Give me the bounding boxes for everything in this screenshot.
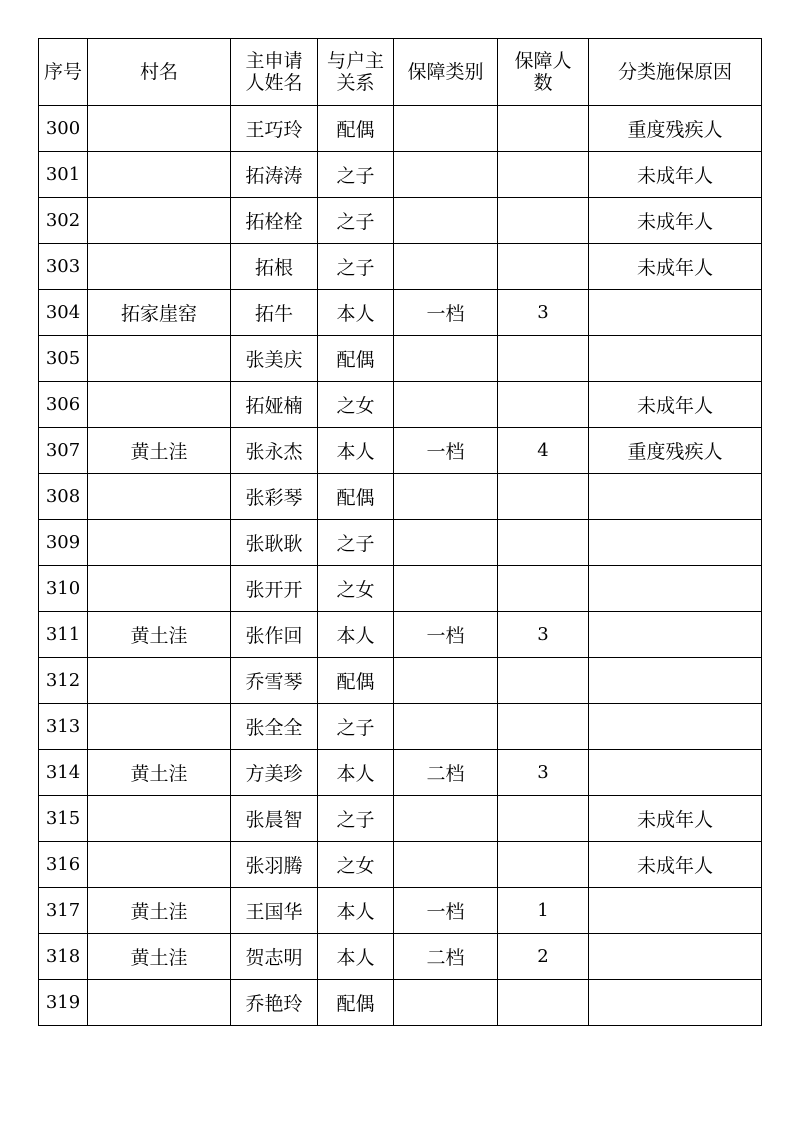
cell-type [394, 796, 498, 842]
cell-name: 张开开 [231, 566, 318, 612]
table-row [39, 796, 762, 842]
cell-count [498, 198, 589, 244]
cell-type [394, 566, 498, 612]
cell-reason: 重度残疾人 [589, 428, 762, 474]
cell-reason [589, 934, 762, 980]
header-name: 主申请人姓名 [231, 39, 318, 106]
cell-reason [589, 704, 762, 750]
cell-village: 黄土洼 [88, 428, 231, 474]
table-row [39, 290, 762, 336]
cell-type: 一档 [394, 290, 498, 336]
cell-relation: 本人 [318, 750, 394, 796]
cell-reason: 未成年人 [589, 382, 762, 428]
header-count: 保障人数 [498, 39, 589, 106]
header-row [39, 39, 762, 106]
cell-relation: 配偶 [318, 336, 394, 382]
cell-name: 张耿耿 [231, 520, 318, 566]
cell-name: 张美庆 [231, 336, 318, 382]
header-relation: 与户主关系 [318, 39, 394, 106]
cell-relation: 配偶 [318, 106, 394, 152]
cell-village: 黄土洼 [88, 888, 231, 934]
cell-relation: 配偶 [318, 980, 394, 1026]
table-row [39, 520, 762, 566]
cell-relation: 之子 [318, 520, 394, 566]
cell-name: 张全全 [231, 704, 318, 750]
cell-type [394, 704, 498, 750]
cell-seq: 316 [39, 842, 88, 888]
cell-seq: 301 [39, 152, 88, 198]
cell-name: 拓栓栓 [231, 198, 318, 244]
cell-count [498, 474, 589, 520]
beneficiary-table [38, 38, 762, 1026]
cell-reason [589, 290, 762, 336]
cell-relation: 之女 [318, 382, 394, 428]
cell-type [394, 244, 498, 290]
cell-count: 3 [498, 750, 589, 796]
cell-seq: 315 [39, 796, 88, 842]
cell-relation: 配偶 [318, 474, 394, 520]
cell-count [498, 566, 589, 612]
cell-seq: 307 [39, 428, 88, 474]
cell-name: 张晨智 [231, 796, 318, 842]
cell-type [394, 980, 498, 1026]
cell-count [498, 336, 589, 382]
header-village: 村名 [88, 39, 231, 106]
cell-type: 二档 [394, 934, 498, 980]
cell-type [394, 842, 498, 888]
cell-relation: 本人 [318, 934, 394, 980]
table-row [39, 428, 762, 474]
cell-seq: 306 [39, 382, 88, 428]
cell-count: 1 [498, 888, 589, 934]
table-row [39, 658, 762, 704]
cell-village [88, 336, 231, 382]
cell-relation: 本人 [318, 290, 394, 336]
cell-name: 方美珍 [231, 750, 318, 796]
cell-name: 张作回 [231, 612, 318, 658]
cell-reason [589, 520, 762, 566]
cell-village [88, 244, 231, 290]
cell-reason: 未成年人 [589, 842, 762, 888]
cell-reason [589, 612, 762, 658]
cell-village: 黄土洼 [88, 750, 231, 796]
cell-count [498, 704, 589, 750]
cell-village: 拓家崖窑 [88, 290, 231, 336]
cell-relation: 之子 [318, 244, 394, 290]
cell-type [394, 658, 498, 704]
cell-count: 3 [498, 612, 589, 658]
cell-seq: 318 [39, 934, 88, 980]
cell-count: 3 [498, 290, 589, 336]
table-row [39, 612, 762, 658]
cell-name: 张永杰 [231, 428, 318, 474]
cell-name: 贺志明 [231, 934, 318, 980]
cell-count: 2 [498, 934, 589, 980]
cell-type [394, 520, 498, 566]
cell-village [88, 980, 231, 1026]
cell-type: 一档 [394, 888, 498, 934]
cell-reason: 未成年人 [589, 244, 762, 290]
cell-seq: 313 [39, 704, 88, 750]
cell-type: 一档 [394, 612, 498, 658]
header-reason: 分类施保原因 [589, 39, 762, 106]
header-seq: 序号 [39, 39, 88, 106]
cell-relation: 本人 [318, 612, 394, 658]
table-row [39, 842, 762, 888]
cell-reason [589, 888, 762, 934]
cell-reason [589, 474, 762, 520]
cell-type: 二档 [394, 750, 498, 796]
table-row [39, 566, 762, 612]
cell-seq: 300 [39, 106, 88, 152]
cell-village [88, 152, 231, 198]
cell-relation: 之子 [318, 796, 394, 842]
cell-reason [589, 658, 762, 704]
cell-seq: 317 [39, 888, 88, 934]
cell-village [88, 704, 231, 750]
cell-village [88, 520, 231, 566]
cell-type [394, 382, 498, 428]
cell-count [498, 658, 589, 704]
cell-seq: 311 [39, 612, 88, 658]
cell-count [498, 152, 589, 198]
table-row [39, 750, 762, 796]
cell-count [498, 796, 589, 842]
cell-type: 一档 [394, 428, 498, 474]
table-row [39, 198, 762, 244]
cell-name: 乔艳玲 [231, 980, 318, 1026]
cell-seq: 312 [39, 658, 88, 704]
table-row [39, 934, 762, 980]
table-row [39, 704, 762, 750]
cell-type [394, 474, 498, 520]
cell-relation: 配偶 [318, 658, 394, 704]
cell-count [498, 106, 589, 152]
cell-village: 黄土洼 [88, 934, 231, 980]
cell-relation: 之女 [318, 842, 394, 888]
cell-village [88, 658, 231, 704]
cell-count [498, 842, 589, 888]
cell-reason: 未成年人 [589, 796, 762, 842]
table-row [39, 980, 762, 1026]
cell-seq: 305 [39, 336, 88, 382]
cell-type [394, 198, 498, 244]
cell-name: 张彩琴 [231, 474, 318, 520]
cell-relation: 之子 [318, 152, 394, 198]
header-type: 保障类别 [394, 39, 498, 106]
cell-name: 拓娅楠 [231, 382, 318, 428]
cell-seq: 314 [39, 750, 88, 796]
table-row [39, 474, 762, 520]
cell-count [498, 520, 589, 566]
cell-reason [589, 566, 762, 612]
cell-village [88, 842, 231, 888]
cell-name: 拓涛涛 [231, 152, 318, 198]
cell-name: 乔雪琴 [231, 658, 318, 704]
table-body [39, 106, 762, 1026]
cell-name: 王巧玲 [231, 106, 318, 152]
cell-relation: 之子 [318, 198, 394, 244]
cell-village: 黄土洼 [88, 612, 231, 658]
cell-name: 王国华 [231, 888, 318, 934]
cell-reason: 重度残疾人 [589, 106, 762, 152]
cell-reason: 未成年人 [589, 152, 762, 198]
table-row [39, 244, 762, 290]
cell-name: 张羽腾 [231, 842, 318, 888]
cell-type [394, 106, 498, 152]
cell-seq: 309 [39, 520, 88, 566]
cell-seq: 303 [39, 244, 88, 290]
cell-count [498, 244, 589, 290]
cell-type [394, 336, 498, 382]
table-row [39, 382, 762, 428]
cell-count: 4 [498, 428, 589, 474]
cell-reason [589, 980, 762, 1026]
cell-seq: 302 [39, 198, 88, 244]
cell-relation: 本人 [318, 888, 394, 934]
cell-village [88, 474, 231, 520]
cell-relation: 本人 [318, 428, 394, 474]
cell-reason: 未成年人 [589, 198, 762, 244]
cell-village [88, 382, 231, 428]
table-header [39, 39, 762, 106]
table-row [39, 336, 762, 382]
table-row [39, 888, 762, 934]
cell-village [88, 106, 231, 152]
cell-relation: 之女 [318, 566, 394, 612]
cell-seq: 304 [39, 290, 88, 336]
cell-village [88, 198, 231, 244]
cell-seq: 308 [39, 474, 88, 520]
table-row [39, 106, 762, 152]
cell-reason [589, 750, 762, 796]
cell-count [498, 980, 589, 1026]
cell-seq: 319 [39, 980, 88, 1026]
cell-reason [589, 336, 762, 382]
cell-name: 拓牛 [231, 290, 318, 336]
cell-type [394, 152, 498, 198]
cell-relation: 之子 [318, 704, 394, 750]
cell-village [88, 796, 231, 842]
cell-village [88, 566, 231, 612]
table-row [39, 152, 762, 198]
cell-count [498, 382, 589, 428]
cell-seq: 310 [39, 566, 88, 612]
cell-name: 拓根 [231, 244, 318, 290]
